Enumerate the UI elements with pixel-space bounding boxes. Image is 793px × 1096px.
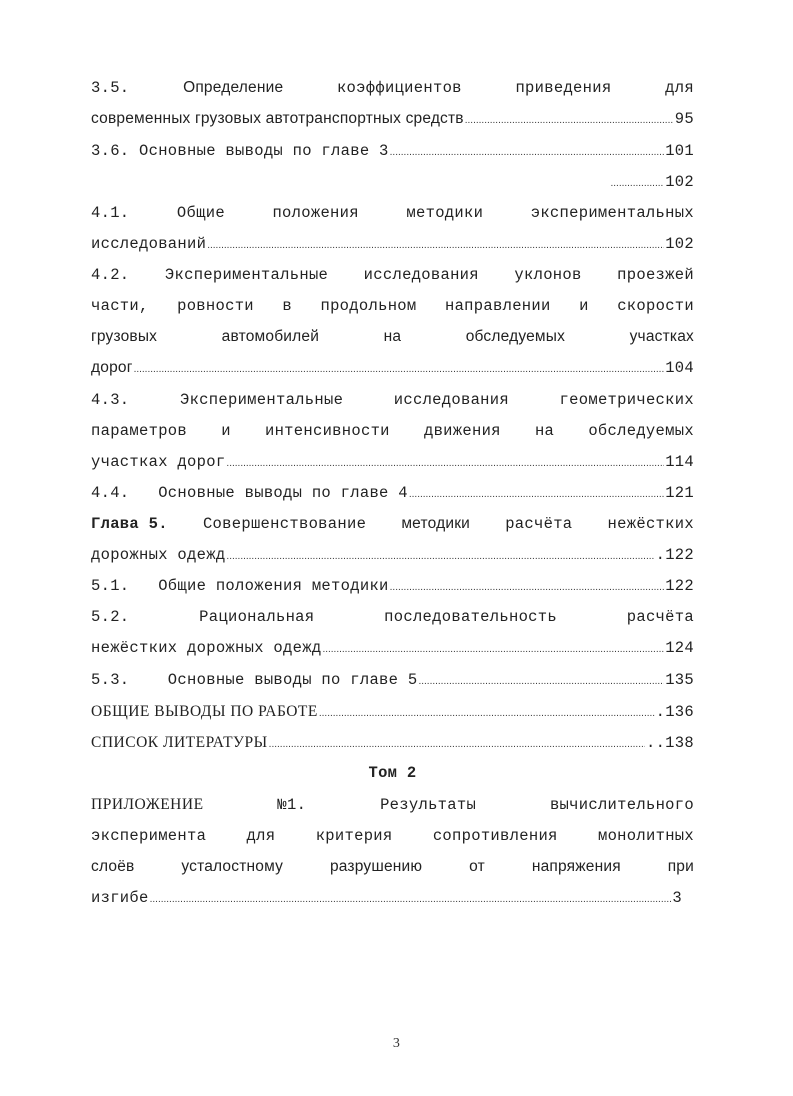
word: движения bbox=[423, 422, 501, 440]
toc-item-3-6-page: 101 bbox=[665, 142, 694, 160]
word: коэффициентов bbox=[336, 79, 462, 97]
word: усталостному bbox=[181, 858, 284, 875]
word: Экспериментальные bbox=[164, 266, 329, 284]
toc-item-5-1 bbox=[91, 573, 694, 599]
toc-item-4-2-line3 bbox=[91, 324, 694, 350]
word: Определение bbox=[183, 79, 284, 96]
appendix-1-page: 3 bbox=[672, 889, 682, 907]
toc-item-4-2-line2 bbox=[91, 293, 694, 319]
word: методики bbox=[401, 515, 471, 532]
toc-item-4-1-text: исследований bbox=[91, 235, 207, 253]
toc-item-4-1-line1 bbox=[91, 200, 694, 226]
toc-item-5-2-line1 bbox=[91, 604, 694, 630]
toc-item-4-3-line3 bbox=[91, 449, 694, 475]
word: Общие bbox=[176, 204, 225, 222]
dot-leader bbox=[226, 451, 664, 475]
appendix-1-text: изгибе bbox=[91, 889, 149, 907]
word: проезжей bbox=[617, 266, 694, 284]
toc-item-4-3-page: 114 bbox=[665, 453, 694, 471]
word: обследуемых bbox=[588, 422, 694, 440]
toc-item-3-6 bbox=[91, 138, 694, 164]
word: разрушению bbox=[329, 858, 423, 875]
word: автомобилей bbox=[221, 328, 320, 345]
toc-item-5-1-page: 122 bbox=[665, 577, 694, 595]
toc-item-4-1-page: 102 bbox=[665, 235, 694, 253]
page-number: 3 bbox=[392, 1036, 401, 1051]
word: положения bbox=[272, 204, 359, 222]
toc-chapter-4 bbox=[91, 169, 694, 195]
word: методики bbox=[406, 204, 484, 222]
toc-conclusions-page: .136 bbox=[655, 703, 694, 721]
word: критерия bbox=[315, 827, 393, 845]
word: интенсивности bbox=[264, 422, 390, 440]
toc-item-3-6-text: 3.6. Основные выводы по главе 3 bbox=[91, 142, 389, 160]
word: исследования bbox=[393, 391, 509, 409]
toc-item-4-2-page: 104 bbox=[665, 359, 694, 377]
word: эксперимента bbox=[91, 827, 207, 845]
toc-item-3-5-text: современных грузовых автотранспортных средств bbox=[91, 110, 464, 127]
toc-chapter-5-line1 bbox=[91, 511, 694, 537]
toc-chapter-5-line2 bbox=[91, 542, 694, 568]
volume-2-heading: Том 2 bbox=[368, 764, 417, 782]
toc-conclusions-text: ОБЩИЕ ВЫВОДЫ ПО РАБОТЕ bbox=[91, 703, 318, 720]
appendix-label: ПРИЛОЖЕНИЕ bbox=[91, 796, 204, 813]
appendix-1-line1 bbox=[91, 792, 694, 818]
toc-item-5-2-number: 5.2. bbox=[91, 608, 130, 626]
word: нежёстких bbox=[607, 515, 694, 533]
toc-item-4-1-number: 4.1. bbox=[91, 204, 130, 222]
word: грузовых bbox=[91, 328, 158, 345]
appendix-1-line4 bbox=[91, 885, 682, 911]
toc-item-3-5-page: 95 bbox=[674, 110, 694, 128]
toc-item-4-4-text: 4.4. Основные выводы по главе 4 bbox=[91, 484, 408, 502]
dot-leader bbox=[269, 732, 645, 756]
word: на bbox=[534, 422, 555, 440]
word: скорости bbox=[617, 297, 694, 315]
toc-references-text: СПИСОК ЛИТЕРАТУРЫ bbox=[91, 734, 268, 751]
dot-leader bbox=[610, 171, 664, 195]
word: вычислительного bbox=[549, 796, 694, 814]
word: расчёта bbox=[505, 515, 573, 533]
word: исследования bbox=[363, 266, 479, 284]
dot-leader bbox=[418, 669, 664, 693]
dot-leader bbox=[390, 575, 665, 599]
word: на bbox=[383, 328, 402, 345]
word: параметров bbox=[91, 422, 188, 440]
dot-leader bbox=[226, 544, 654, 568]
toc-item-5-1-text: 5.1. Общие положения методики bbox=[91, 577, 389, 595]
word: последовательность bbox=[384, 608, 557, 626]
word: в bbox=[282, 297, 292, 315]
word: монолитных bbox=[597, 827, 694, 845]
toc-conclusions bbox=[91, 699, 694, 725]
word: обследуемых bbox=[465, 328, 566, 345]
word: при bbox=[667, 858, 694, 875]
toc-item-4-2-line1 bbox=[91, 262, 694, 288]
dot-leader bbox=[322, 637, 664, 661]
word: приведения bbox=[515, 79, 612, 97]
chapter-5-page: .122 bbox=[655, 546, 694, 564]
toc-item-5-2-page: 124 bbox=[665, 639, 694, 657]
word: направлении bbox=[444, 297, 551, 315]
word: от bbox=[469, 858, 485, 875]
dot-leader bbox=[319, 701, 655, 725]
word: уклонов bbox=[514, 266, 582, 284]
toc-item-4-3-text: участках дорог bbox=[91, 453, 226, 471]
dot-leader bbox=[390, 140, 665, 164]
word: продольном bbox=[320, 297, 417, 315]
word: экспериментальных bbox=[530, 204, 694, 222]
toc-item-5-2-line2 bbox=[91, 635, 694, 661]
word: напряжения bbox=[531, 858, 621, 875]
toc-references-page: ..138 bbox=[645, 734, 694, 752]
word: сопротивления bbox=[432, 827, 558, 845]
toc-item-5-3-page: 135 bbox=[665, 671, 694, 689]
toc-item-4-3-line1 bbox=[91, 387, 694, 413]
word: и bbox=[221, 422, 231, 440]
toc-item-4-2-line4 bbox=[91, 355, 694, 381]
dot-leader bbox=[134, 357, 665, 381]
word: геометрических bbox=[559, 391, 694, 409]
word: слоёв bbox=[91, 858, 135, 875]
word: Совершенствование bbox=[202, 515, 367, 533]
toc-item-4-3-number: 4.3. bbox=[91, 391, 130, 409]
dot-leader bbox=[465, 108, 674, 132]
dot-leader bbox=[150, 887, 672, 911]
toc-item-4-4 bbox=[91, 480, 694, 506]
toc-item-5-2-text: нежёстких дорожных одежд bbox=[91, 639, 322, 657]
toc-item-3-5-number: 3.5. bbox=[91, 79, 130, 97]
word: Рациональная bbox=[199, 608, 315, 626]
word: для bbox=[246, 827, 276, 845]
toc-item-3-5-line2 bbox=[91, 106, 694, 132]
word: Экспериментальные bbox=[179, 391, 344, 409]
word: расчёта bbox=[626, 608, 694, 626]
toc-item-3-5-line1 bbox=[91, 75, 694, 101]
dot-leader bbox=[409, 482, 664, 506]
toc-references bbox=[91, 730, 694, 756]
chapter-4-page: 102 bbox=[665, 173, 694, 191]
word: и bbox=[579, 297, 589, 315]
word: Результаты bbox=[380, 796, 477, 814]
chapter-5-text: дорожных одежд bbox=[91, 546, 226, 564]
chapter-5-label: Глава 5. bbox=[91, 515, 168, 533]
toc-item-4-2-number: 4.2. bbox=[91, 266, 130, 284]
word: участках bbox=[629, 328, 694, 345]
toc-item-4-2-text: дорог bbox=[91, 359, 133, 376]
toc-item-5-3 bbox=[91, 667, 694, 693]
appendix-1-line3 bbox=[91, 854, 694, 880]
toc-item-4-1-line2 bbox=[91, 231, 694, 257]
word: ровности bbox=[177, 297, 254, 315]
toc-item-4-3-line2 bbox=[91, 418, 694, 444]
word: части, bbox=[91, 297, 149, 315]
appendix-number: №1. bbox=[277, 796, 307, 814]
word: для bbox=[665, 79, 694, 97]
appendix-1-line2 bbox=[91, 823, 694, 849]
toc-item-5-3-text: 5.3. Основные выводы по главе 5 bbox=[91, 671, 418, 689]
dot-leader bbox=[207, 233, 664, 257]
toc-item-4-4-page: 121 bbox=[665, 484, 694, 502]
